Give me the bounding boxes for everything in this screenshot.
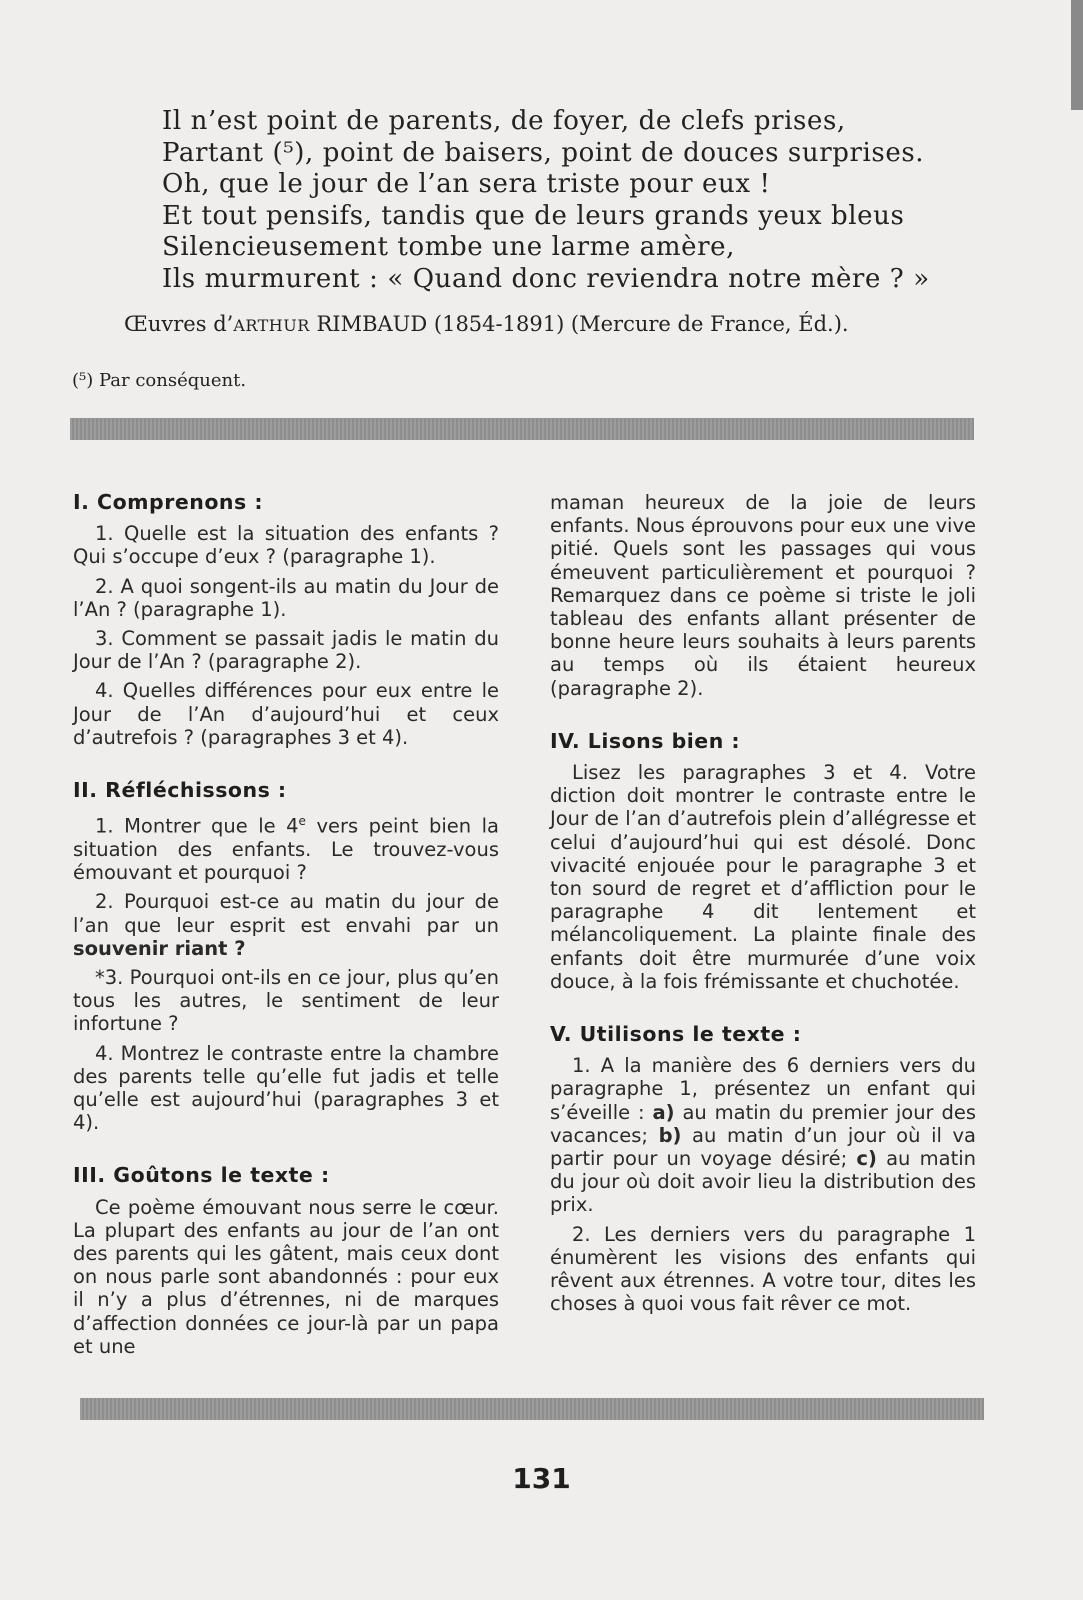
question-item: 2. Les derniers vers du paragraphe 1 énumèrent les visions des enfants qui rêvent aux étrennes. A votre tour, dites les choses à quoi vous fait rêver ce mot. [550, 1222, 976, 1316]
left-column [73, 491, 499, 1364]
page-edge [1071, 0, 1083, 110]
question-text: 2. Pourquoi est-ce au matin du jour de l’an que leur esprit est envahi par un [73, 890, 499, 937]
list-letter: b) [658, 1123, 682, 1147]
right-column [550, 491, 976, 1322]
heading-comprenons: I. Comprenons : [73, 490, 264, 514]
poem-credit [124, 312, 1004, 336]
bold-phrase: souvenir riant ? [73, 936, 246, 960]
poem-excerpt [162, 106, 962, 295]
question-item [73, 890, 499, 960]
question-text: au matin d’un jour où il va partir pour un voyage désiré; [550, 1123, 976, 1171]
footnote: (⁵) Par conséquent. [72, 370, 247, 391]
poem-line: Silencieusement tombe une larme amère, [162, 232, 735, 262]
paragraph-text: Lisez les paragraphes 3 et 4. Votre diction doit montrer le contraste entre le Jour de l’an d’autrefois plein d’allégresse et celui d’aujourd’hui qui est désolé. Donc vivacité enjouée pour le paragraphe 3 et ton sourd de regret et d’affliction pour le paragraphe 4 dit lentement et mélancoliquement. La plainte finale des enfants doit être murmurée d’une voix douce, à la fois frémissante et chuchotée. [550, 761, 976, 993]
page-number: 131 [512, 1462, 571, 1495]
superscript: e [298, 814, 306, 829]
question-item: 1. Quelle est la situation des enfants ? Qui s’occupe d’eux ? (paragraphe 1). [73, 522, 499, 569]
divider-bottom [80, 1398, 984, 1420]
paragraph-text-continued: maman heureux de la joie de leurs enfants. Nous éprouvons pour eux une vive pitié. Quels sont les passages qui vous émeuvent particulièrement et pourquoi ? Remarquez dans ce poème si triste le joli tableau des enfants allant présenter de bonne heure leurs souhaits à leurs parents au temps où ils étaient heureux (paragraphe 2). [550, 491, 976, 700]
credit-author-rest: RIMBAUD (1854-1891) (Mercure de France, Éd.). [309, 312, 849, 336]
list-letter: c) [856, 1147, 877, 1171]
heading-lisons: IV. Lisons bien : [550, 728, 741, 753]
question-item: *3. Pourquoi ont-ils en ce jour, plus qu’en tous les autres, le sentiment de leur infortune ? [73, 965, 499, 1036]
question-text: vers peint bien la situation des enfants. Le trouvez-vous émouvant et pourquoi ? [73, 814, 499, 885]
question-text: 1. A la manière des 6 derniers vers du paragraphe 1, présentez un enfant qui s’éveille : [550, 1054, 976, 1124]
divider-top [70, 418, 974, 440]
list-letter: a) [652, 1100, 675, 1124]
poem-line: Partant (⁵), point de baisers, point de douces surprises. [162, 137, 925, 168]
poem-line: Oh, que le jour de l’an sera triste pour eux ! [162, 169, 771, 199]
heading-reflechissons: II. Réfléchissons : [73, 778, 287, 803]
paragraph-text: Ce poème émouvant nous serre le cœur. La plupart des enfants au jour de l’an ont des parents qui les gâtent, mais ceux dont on nous parle sont abandonnés : pour eux il n’y a plus d’étrennes, ni de marques d’affection données ce jour-là par un papa et une [73, 1195, 499, 1358]
credit-prefix: Œuvres d’ [124, 312, 234, 336]
question-text: 1. Montrer que le 4 [95, 814, 299, 838]
question-text: au matin du jour où doit avoir lieu la distribution des prix. [550, 1147, 976, 1217]
poem-line: Ils murmurent : « Quand donc reviendra notre mère ? » [162, 263, 930, 294]
poem-line: Il n’est point de parents, de foyer, de clefs prises, [162, 106, 846, 136]
question-item: 4. Montrez le contraste entre la chambre des parents telle qu’elle fut jadis et telle qu’elle est aujourd’hui (paragraphes 3 et 4). [73, 1041, 499, 1135]
question-text: au matin du premier jour des vacances; [550, 1100, 976, 1147]
heading-utilisons: V. Utilisons le texte : [550, 1022, 802, 1047]
question-item: 2. A quoi songent-ils au matin du Jour de l’An ? (paragraphe 1). [73, 574, 499, 621]
credit-author-first-name: ARTHUR [233, 316, 310, 335]
question-item: 3. Comment se passait jadis le matin du Jour de l’An ? (paragraphe 2). [73, 627, 499, 674]
question-item: 4. Quelles différences pour eux entre le Jour de l’An d’aujourd’hui et ceux d’autrefois ? (paragraphes 3 et 4). [73, 679, 499, 749]
poem-line: Et tout pensifs, tandis que de leurs grands yeux bleus [162, 200, 905, 231]
question-item [550, 1054, 976, 1216]
heading-goutons: III. Goûtons le texte : [73, 1163, 330, 1188]
question-item [73, 810, 499, 884]
